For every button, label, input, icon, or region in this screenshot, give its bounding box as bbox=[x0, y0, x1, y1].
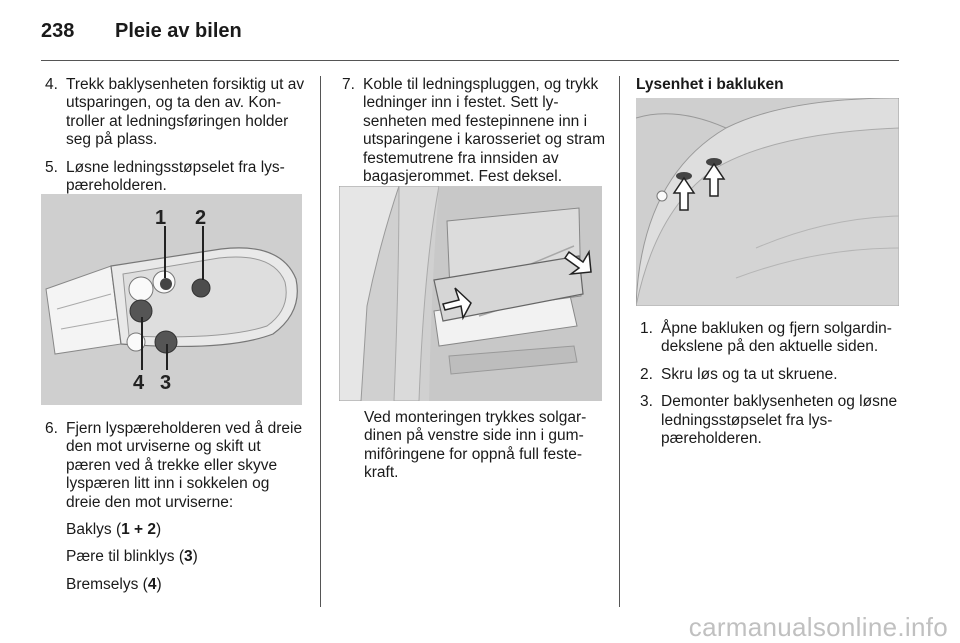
column-divider-2 bbox=[619, 76, 620, 607]
step-text: Fjern lyspæreholderen ved å dreie den mot urviserne og skift ut pæren ved å trekke eller skyve lyspæren litt inn i sokkelen og dreie den mot urviserne: bbox=[66, 420, 303, 511]
step-4 bbox=[45, 76, 307, 150]
mounting-note: Ved monteringen trykkes solgardinen på venstre side inn i gummifôringene for oppnå full festekraft. bbox=[364, 409, 587, 482]
trunk-cover-figure bbox=[339, 186, 602, 401]
section-title: Lysenhet i bakluken bbox=[636, 76, 784, 93]
step-text: Trekk baklysenheten forsiktig ut av utsparingen, og ta den av. Kontroller at ledningsføringen holder seg på plass. bbox=[66, 76, 305, 149]
step-text: Skru løs og ta ut skruene. bbox=[661, 365, 838, 383]
step-number: 5. bbox=[45, 158, 58, 176]
step-3 bbox=[640, 393, 902, 448]
step-2 bbox=[640, 366, 902, 384]
turn-signal-line: Pære til blinklys (3) bbox=[66, 548, 198, 566]
step-text: Åpne bakluken og fjern solgardindekslene på den aktuelle siden. bbox=[661, 320, 892, 356]
step-number: 4. bbox=[45, 76, 58, 93]
step-number: 6. bbox=[45, 420, 58, 437]
watermark: carmanualsonline.info bbox=[688, 612, 948, 642]
step-5 bbox=[45, 159, 307, 196]
header-rule bbox=[41, 60, 899, 61]
page-header bbox=[41, 20, 242, 43]
step-number: 2. bbox=[640, 365, 653, 383]
step-1 bbox=[640, 320, 902, 357]
figure-label-3: 3 bbox=[160, 372, 172, 394]
column-1-lower bbox=[45, 420, 307, 603]
step-6 bbox=[45, 420, 307, 512]
step-7 bbox=[342, 76, 606, 186]
step-number: 1. bbox=[640, 320, 653, 337]
step-text: Løsne ledningsstøpselet fra lyspæreholderen. bbox=[66, 158, 285, 195]
column-2 bbox=[342, 76, 606, 195]
page-number: 238 bbox=[41, 20, 75, 42]
tailgate-figure bbox=[636, 98, 899, 306]
figure-label-1: 1 bbox=[155, 207, 167, 229]
page-title: Pleie av bilen bbox=[115, 20, 242, 42]
figure-label-2: 2 bbox=[195, 207, 207, 229]
taillight-bulb-figure bbox=[41, 194, 302, 405]
step-number: 3. bbox=[640, 393, 653, 411]
step-text: Demonter baklysenheten og løsne ledningsstøpselet fra lyspæreholderen. bbox=[661, 393, 898, 448]
step-text: Koble til ledningspluggen, og trykk ledninger inn i festet. Sett lysenheten med festepinnene inn i utsparingene i karosseriet og stram festemutrene fra innsiden av bagasjerommet. Fest deksel. bbox=[363, 76, 606, 186]
column-divider-1 bbox=[320, 76, 321, 607]
brake-light-line: Bremselys (4) bbox=[66, 575, 162, 593]
step-number: 7. bbox=[342, 76, 355, 93]
figure-label-4: 4 bbox=[133, 372, 145, 394]
column-1 bbox=[45, 76, 307, 204]
column-2-note bbox=[364, 409, 608, 483]
rear-light-line: Baklys (1 + 2) bbox=[66, 521, 162, 539]
column-3-steps bbox=[640, 320, 902, 457]
